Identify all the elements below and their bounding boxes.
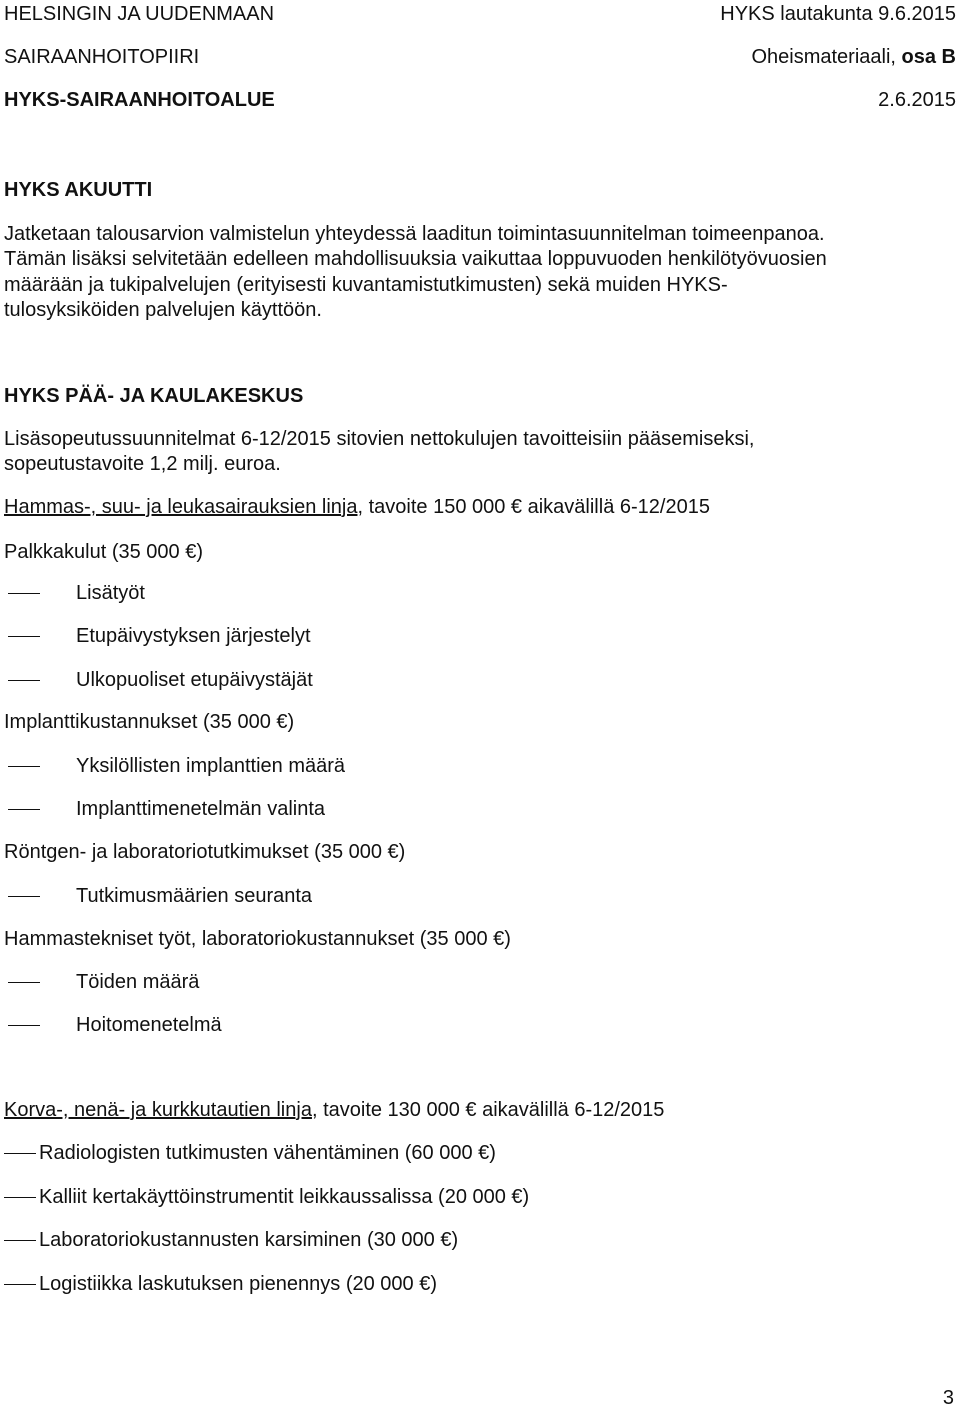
dash-bullet [8, 1025, 40, 1026]
page-number: 3 [942, 1387, 954, 1409]
list-item [40, 581, 145, 605]
list-item [40, 884, 312, 908]
list-item-text: Laboratoriokustannusten karsiminen (30 000 €) [39, 1229, 459, 1251]
list-item [4, 1141, 496, 1165]
list-item [4, 1228, 458, 1252]
korva-line-name: Korva-, nenä- ja kurkkutautien linja [4, 1099, 312, 1121]
list-item-text: Logistiikka laskutuksen pienennys (20 000 €) [39, 1273, 438, 1295]
cost-group-title: Palkkakulut (35 000 €) [4, 541, 204, 563]
list-item [40, 797, 325, 821]
attachment-label-prefix: Oheismateriaali, [751, 46, 902, 68]
section-heading-akuutti: HYKS AKUUTTI [4, 179, 153, 201]
paa-kaula-line: sopeutustavoite 1,2 milj. euroa. [4, 453, 281, 475]
paa-kaula-line: Lisäsopeutussuunnitelmat 6-12/2015 sitovien nettokulujen tavoitteisiin pääsemiseksi, [4, 428, 755, 450]
akuutti-line: Jatketaan talousarvion valmistelun yhteydessä laaditun toimintasuunnitelman toimeenpanoa. [4, 223, 825, 245]
org-name-line1: HELSINGIN JA UUDENMAAN [4, 3, 275, 25]
list-item-text: Implanttimenetelmän valinta [76, 798, 326, 820]
akuutti-line: Tämän lisäksi selvitetään edelleen mahdollisuuksia vaikuttaa loppuvuoden henkilötyövuosien [4, 248, 827, 270]
list-item [4, 1185, 529, 1209]
list-item-text: Yksilöllisten implanttien määrä [76, 755, 346, 777]
dash-bullet [4, 1197, 36, 1198]
dash-bullet [4, 1284, 36, 1285]
dash-bullet [8, 896, 40, 897]
attachment-label [751, 45, 956, 69]
list-item-text: Kalliit kertakäyttöinstrumentit leikkaussalissa (20 000 €) [39, 1186, 530, 1208]
list-item-text: Etupäivystyksen järjestelyt [76, 625, 311, 647]
dash-bullet [8, 636, 40, 637]
dash-bullet [4, 1240, 36, 1241]
hammas-line-name: Hammas-, suu- ja leukasairauksien linja [4, 496, 358, 518]
cost-group-title: Implanttikustannukset (35 000 €) [4, 711, 295, 733]
org-name-line3: HYKS-SAIRAANHOITOALUE [4, 89, 275, 111]
korva-line-target-text: , tavoite 130 000 € aikavälillä 6-12/2015 [311, 1099, 665, 1121]
dash-bullet [4, 1153, 36, 1154]
org-name-line2: SAIRAANHOITOPIIRI [4, 46, 200, 68]
list-item [40, 754, 345, 778]
list-item [4, 1272, 437, 1296]
list-item [40, 624, 311, 648]
akuutti-line: määrään ja tukipalvelujen (erityisesti kuvantamistutkimusten) sekä muiden HYKS- [4, 274, 728, 296]
dash-bullet [8, 982, 40, 983]
list-item [40, 970, 199, 994]
dash-bullet [8, 809, 40, 810]
meeting-title: HYKS lautakunta 9.6.2015 [720, 3, 956, 25]
dash-bullet [8, 680, 40, 681]
list-item-text: Radiologisten tutkimusten vähentäminen (60 000 €) [39, 1142, 496, 1164]
hammas-line-target [4, 495, 710, 519]
section-heading-paa-kaula: HYKS PÄÄ- JA KAULAKESKUS [4, 385, 304, 407]
list-item [40, 1013, 222, 1037]
list-item-text: Lisätyöt [76, 582, 145, 604]
dash-bullet [8, 766, 40, 767]
dash-bullet [8, 593, 40, 594]
list-item-text: Tutkimusmäärien seuranta [76, 885, 313, 907]
attachment-part: osa B [901, 46, 956, 68]
list-item-text: Töiden määrä [76, 971, 200, 993]
list-item [40, 668, 313, 692]
hammas-line-target-text: , tavoite 150 000 € aikavälillä 6-12/2015 [357, 496, 710, 518]
akuutti-line: tulosyksiköiden palvelujen käyttöön. [4, 299, 322, 321]
cost-group-title: Hammastekniset työt, laboratoriokustannukset (35 000 €) [4, 928, 511, 950]
korva-line-target [4, 1098, 664, 1122]
cost-group-title: Röntgen- ja laboratoriotutkimukset (35 000 €) [4, 841, 406, 863]
list-item-text: Hoitomenetelmä [76, 1014, 222, 1036]
document-date: 2.6.2015 [878, 89, 956, 111]
list-item-text: Ulkopuoliset etupäivystäjät [76, 669, 313, 691]
